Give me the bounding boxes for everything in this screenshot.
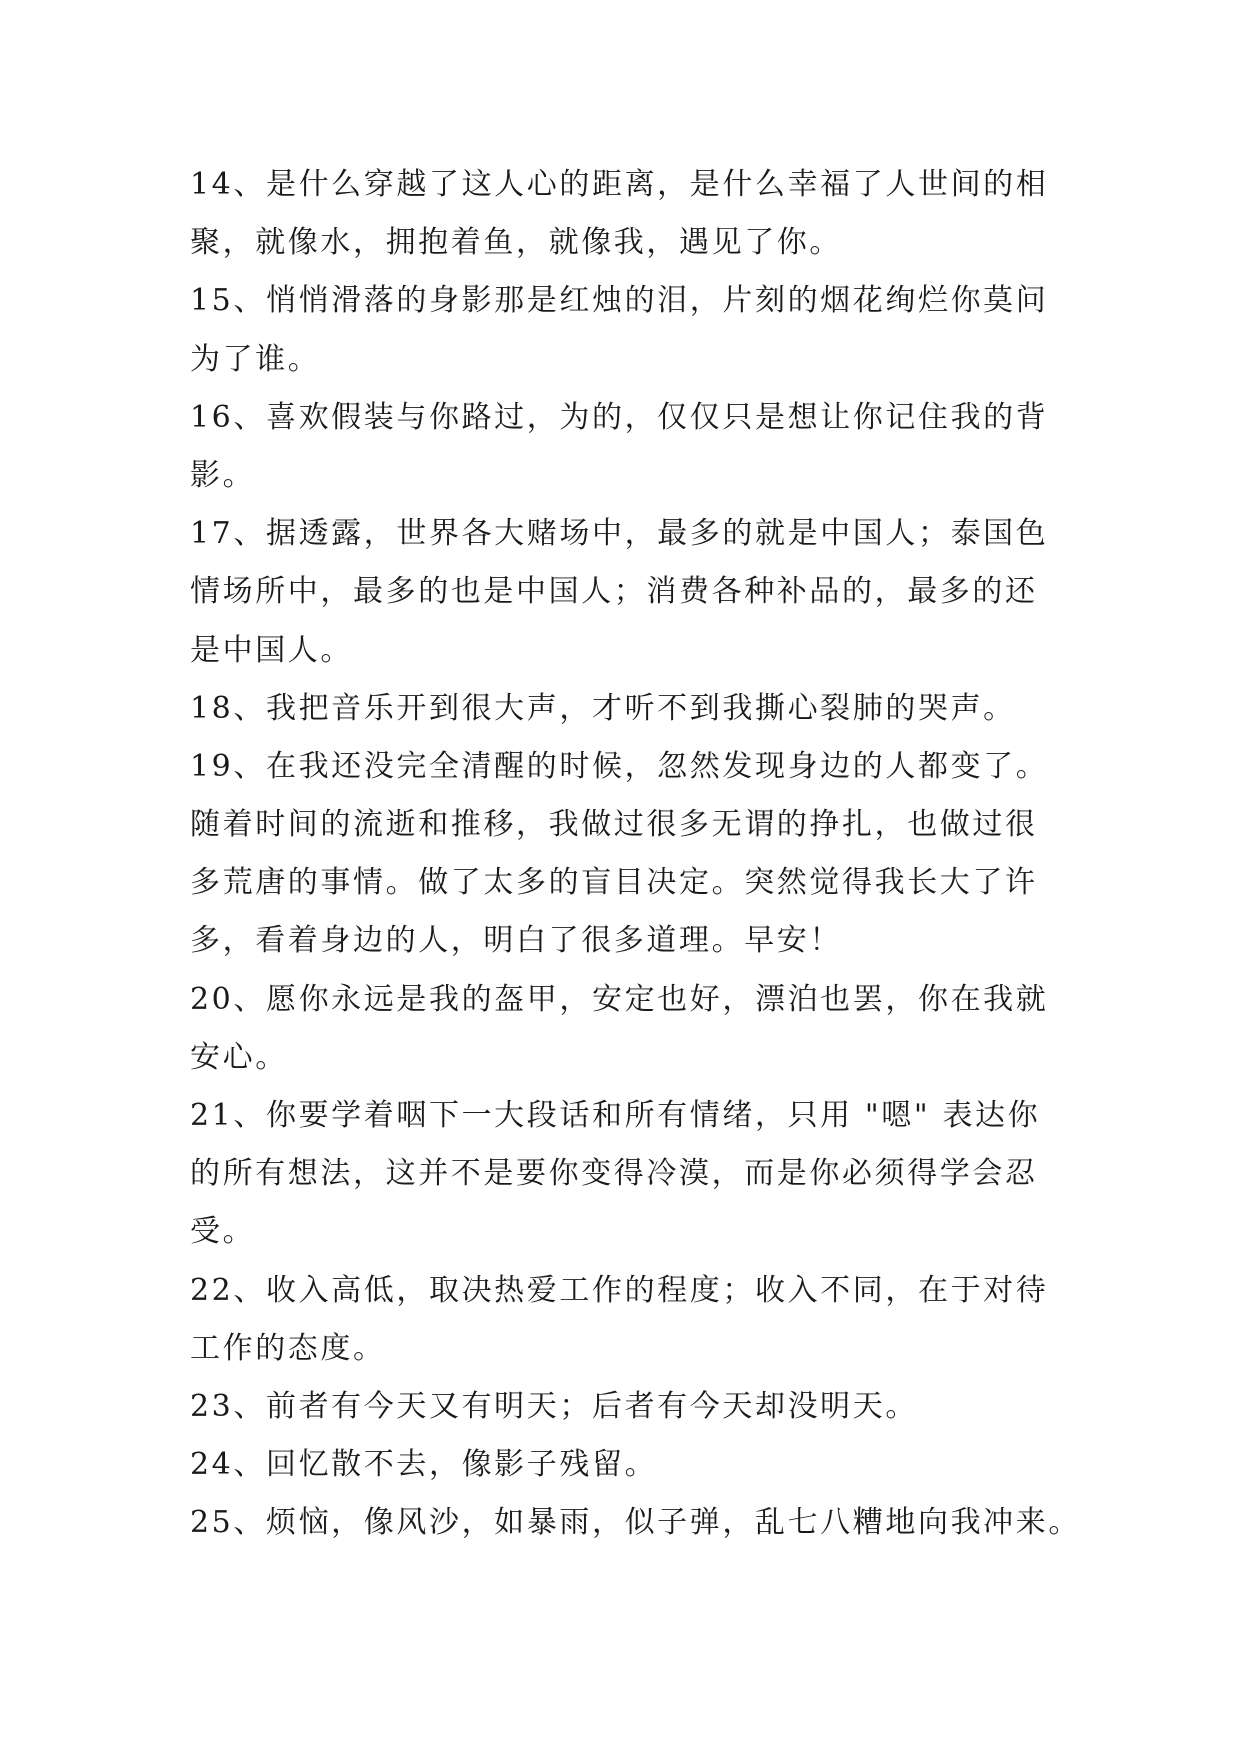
paragraph-19 — [190, 738, 1090, 971]
text-line: 24、回忆散不去，像影子残留。 — [190, 1447, 658, 1483]
paragraph-24 — [190, 1436, 1090, 1494]
text-line: 工作的态度。 — [190, 1330, 386, 1366]
text-line: 情场所中，最多的也是中国人；消费各种补品的，最多的还 — [190, 574, 1038, 610]
text-line: 是中国人。 — [190, 632, 353, 668]
text-line: 受。 — [190, 1214, 256, 1250]
text-line: 16、喜欢假装与你路过，为的，仅仅只是想让你记住我的背 — [190, 399, 1049, 435]
text-line: 19、在我还没完全清醒的时候，忽然发现身边的人都变了。 — [190, 748, 1049, 784]
text-line: 的所有想法，这并不是要你变得冷漠，而是你必须得学会忍 — [190, 1156, 1038, 1192]
text-line: 14、是什么穿越了这人心的距离，是什么幸福了人世间的相 — [190, 167, 1049, 202]
paragraph-16 — [190, 389, 1090, 505]
text-line: 20、愿你永远是我的盔甲，安定也好，漂泊也罢，你在我就 — [190, 981, 1049, 1017]
text-line: 23、前者有今天又有明天；后者有今天却没明天。 — [190, 1388, 918, 1424]
text-line: 为了谁。 — [190, 341, 321, 377]
paragraph-18 — [190, 680, 1090, 738]
text-line: 多，看着身边的人，明白了很多道理。早安！ — [190, 923, 842, 959]
text-line: 22、收入高低，取决热爱工作的程度；收入不同，在于对待 — [190, 1272, 1049, 1308]
text-line: 安心。 — [190, 1039, 288, 1075]
text-line: 15、悄悄滑落的身影那是红烛的泪，片刻的烟花绚烂你莫问 — [190, 283, 1049, 319]
text-line: 21、你要学着咽下一大段话和所有情绪，只用 "嗯" 表达你 — [190, 1098, 1041, 1133]
text-line: 25、烦恼，像风沙，如暴雨，似子弹，乱七八糟地向我冲来。 — [190, 1505, 1081, 1541]
document-body — [190, 156, 1090, 1553]
paragraph-15 — [190, 272, 1090, 388]
paragraph-21 — [190, 1087, 1090, 1262]
text-line: 17、据透露，世界各大赌场中，最多的就是中国人；泰国色 — [190, 516, 1049, 552]
text-line: 聚，就像水，拥抱着鱼，就像我，遇见了你。 — [190, 225, 842, 261]
text-line: 随着时间的流逝和推移，我做过很多无谓的挣扎，也做过很 — [190, 807, 1038, 843]
text-line: 影。 — [190, 457, 256, 493]
paragraph-23 — [190, 1378, 1090, 1436]
paragraph-14 — [190, 156, 1090, 272]
paragraph-22 — [190, 1262, 1090, 1378]
paragraph-20 — [190, 971, 1090, 1087]
paragraph-25 — [190, 1494, 1090, 1552]
text-line: 多荒唐的事情。做了太多的盲目决定。突然觉得我长大了许 — [190, 865, 1038, 901]
paragraph-17 — [190, 505, 1090, 680]
text-line: 18、我把音乐开到很大声，才听不到我撕心裂肺的哭声。 — [190, 690, 1016, 726]
